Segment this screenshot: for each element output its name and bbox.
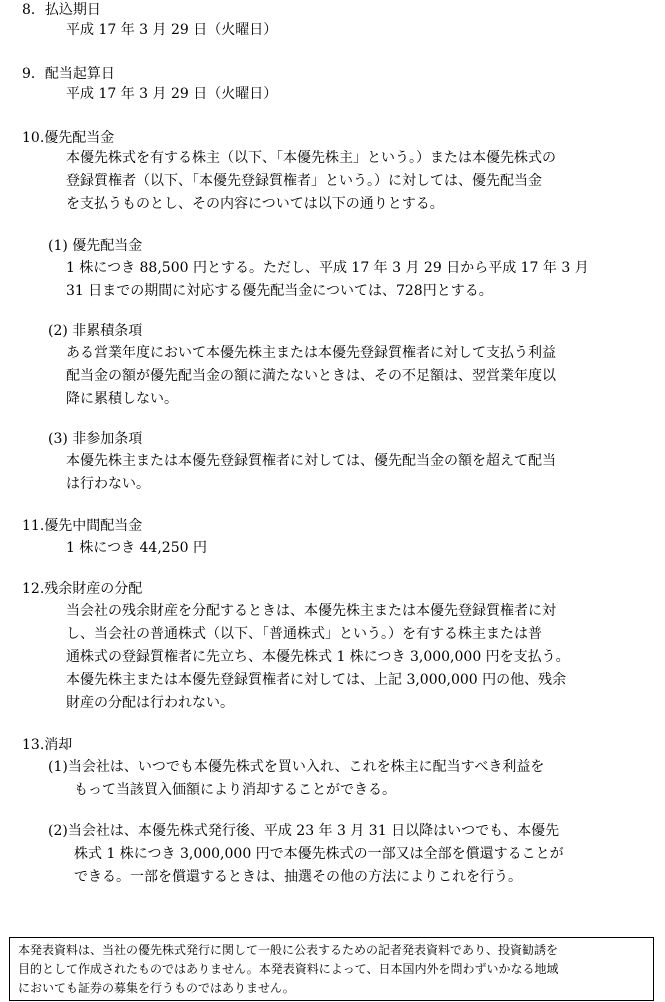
section-13-heading: 13.消却 bbox=[22, 737, 73, 753]
section-10-intro-line: 本優先株式を有する株主（以下、「本優先株主」という。）または本優先株式の bbox=[66, 150, 556, 166]
subsection-3-title: (3) 非参加条項 bbox=[48, 431, 143, 447]
section-13-item-1-line: もって当該買入価額により消却することができる。 bbox=[74, 782, 396, 798]
section-12-line: 本優先株主または本優先登録質権者に対しては、上記 3,000,000 円の他、残余 bbox=[66, 672, 567, 688]
subsection-1-title: (1) 優先配当金 bbox=[48, 238, 143, 254]
section-9-heading: 9．配当起算日 bbox=[22, 66, 115, 82]
section-13-item-2-line: 株式 1 株につき 3,000,000 円で本優先株式の一部又は全部を償還することが bbox=[74, 846, 564, 862]
section-12-line: し、当会社の普通株式（以下、「普通株式」という。）を有する株主または普 bbox=[66, 626, 542, 642]
section-11-body: 1 株につき 44,250 円 bbox=[66, 540, 207, 556]
subsection-2-title: (2) 非累積条項 bbox=[48, 323, 143, 339]
subsection-3-line: 本優先株主または本優先登録質権者に対しては、優先配当金の額を超えて配当 bbox=[66, 453, 556, 469]
disclaimer-line: においても証券の募集を行うものではありません。 bbox=[18, 981, 295, 995]
subsection-3-line: は行わない。 bbox=[66, 476, 150, 492]
section-13-item-1-line: (1)当会社は、いつでも本優先株式を買い入れ、これを株主に配当すべき利益を bbox=[48, 759, 545, 775]
subsection-2-line: 降に累積しない。 bbox=[66, 391, 178, 407]
section-10-heading: 10.優先配当金 bbox=[22, 130, 115, 146]
section-10-intro-line: を支払うものとし、その内容については以下の通りとする。 bbox=[66, 196, 444, 212]
section-11-heading: 11.優先中間配当金 bbox=[22, 518, 143, 534]
section-12-line: 財産の分配は行われない。 bbox=[66, 695, 234, 711]
subsection-1-line: 1 株につき 88,500 円とする。ただし、平成 17 年 3 月 29 日から平成 17 年 3 月 bbox=[66, 260, 589, 276]
section-12-heading: 12.残余財産の分配 bbox=[22, 581, 143, 597]
subsection-2-line: ある営業年度において本優先株主または本優先登録質権者に対して支払う利益 bbox=[66, 345, 556, 361]
section-13-item-2-line: (2)当会社は、本優先株式発行後、平成 23 年 3 月 31 日以降はいつでも、本優先 bbox=[48, 823, 560, 839]
section-12-line: 通株式の登録質権者に先立ち、本優先株式 1 株につき 3,000,000 円を支払う。 bbox=[66, 649, 570, 665]
section-13-item-2-line: できる。一部を償還するときは、抽選その他の方法によりこれを行う。 bbox=[74, 869, 522, 885]
section-9-body: 平成 17 年 3 月 29 日（火曜日） bbox=[66, 86, 278, 102]
disclaimer-line: 目的として作成されたものではありません。本発表資料によって、日本国内外を問わずいかなる地域 bbox=[18, 962, 559, 976]
subsection-2-line: 配当金の額が優先配当金の額に満たないときは、その不足額は、翌営業年度以 bbox=[66, 368, 556, 384]
section-10-intro-line: 登録質権者（以下、「本優先登録質権者」という。）に対しては、優先配当金 bbox=[66, 173, 542, 189]
section-12-line: 当会社の残余財産を分配するときは、本優先株主または本優先登録質権者に対 bbox=[66, 603, 556, 619]
section-8-heading: 8．払込期日 bbox=[22, 2, 101, 18]
disclaimer-box bbox=[9, 937, 654, 1001]
subsection-1-line: 31 日までの期間に対応する優先配当金については、728円とする。 bbox=[66, 283, 493, 299]
disclaimer-line: 本発表資料は、当社の優先株式発行に関して一般に公表するための記者発表資料であり、投資勧誘を bbox=[18, 943, 559, 957]
section-8-body: 平成 17 年 3 月 29 日（火曜日） bbox=[66, 22, 278, 38]
